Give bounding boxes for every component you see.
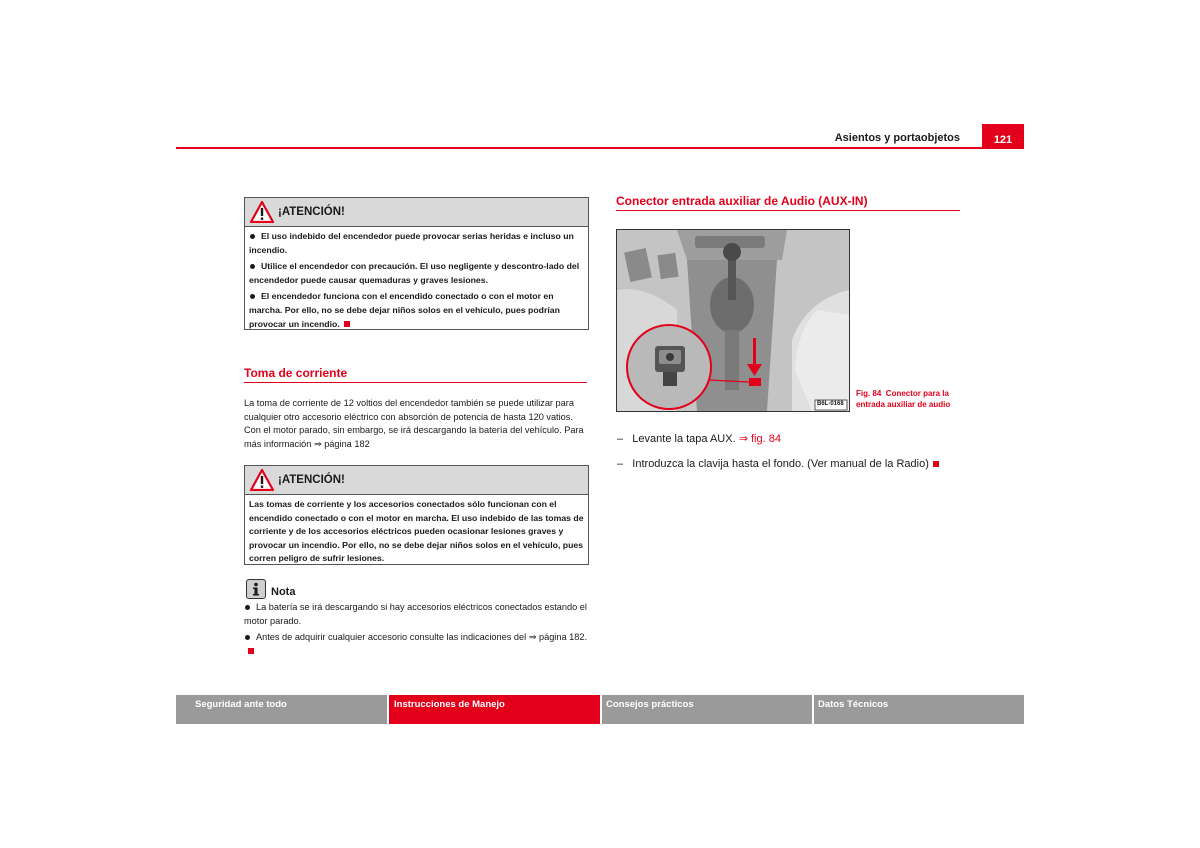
footer-tab-instrucciones[interactable]: Instrucciones de Manejo xyxy=(389,695,600,724)
section-rule xyxy=(616,210,960,211)
end-of-section-mark xyxy=(248,648,254,654)
note-title: Nota xyxy=(271,586,296,598)
end-of-section-mark xyxy=(933,461,939,467)
warning-body xyxy=(245,227,588,331)
note-item: Antes de adquirir cualquier accesorio consulte las indicaciones del ⇒ página 182. xyxy=(244,631,589,658)
warning-box-lighter xyxy=(244,197,589,330)
warning-header xyxy=(245,466,588,495)
warning-title: ¡ATENCIÓN! xyxy=(278,474,345,486)
figure-aux-connector xyxy=(616,229,850,412)
warning-triangle-icon xyxy=(250,201,274,223)
warning-item: El encendedor funciona con el encendido conectado o con el motor en marcha. Por ello, no se debe dejar niños solos en el vehículo, pues podrían provocar un incendio. xyxy=(249,291,560,329)
footer-tab-datos[interactable]: Datos Técnicos xyxy=(814,695,1024,724)
section-rule xyxy=(244,382,587,383)
footer-tab-seguridad[interactable]: Seguridad ante todo xyxy=(176,695,387,724)
note-item: La batería se irá descargando si hay accesorios eléctricos conectados estando el motor parado. xyxy=(244,602,587,626)
warning-header xyxy=(245,198,588,227)
page-number: 121 xyxy=(982,124,1024,148)
warning-item: Utilice el encendedor con precaución. El uso negligente y descontro-lado del encendedor puede causar quemaduras y graves lesiones. xyxy=(249,261,580,285)
end-of-section-mark xyxy=(344,321,350,327)
header-rule xyxy=(176,147,1024,149)
step-1: – Levante la tapa AUX. ⇒ fig. 84 xyxy=(617,433,781,445)
running-header-title: Asientos y portaobjetos xyxy=(834,132,960,144)
note-body xyxy=(244,601,589,658)
footer-tab-consejos[interactable]: Consejos prácticos xyxy=(602,695,812,724)
figure-reference-link[interactable]: ⇒ fig. 84 xyxy=(738,433,781,445)
socket-paragraph: La toma de corriente de 12 voltios del encendedor también se puede utilizar para cualquier otro accesorio eléctrico con absorción de potencia de hasta 120 vatios. Con el motor parado, sin embargo, se irá descargando la batería del vehículo. Para más información ⇒ página 182 xyxy=(244,398,584,449)
section-title-aux: Conector entrada auxiliar de Audio (AUX-IN) xyxy=(616,194,868,208)
info-icon xyxy=(246,579,266,599)
warning-body: Las tomas de corriente y los accesorios conectados sólo funcionan con el encendido conectado o con el motor en marcha. El uso indebido de las tomas de corriente y de los accesorios eléctricos pueden ocasionar lesiones graves y provocar un incendio. Por ello, no se debe dejar niños solos en el vehículo, pues corren peligro de sufrir lesiones. xyxy=(249,499,584,564)
warning-triangle-icon xyxy=(250,469,274,491)
figure-caption: Fig. 84 Conector para la entrada auxiliar de audio xyxy=(856,389,951,409)
warning-title: ¡ATENCIÓN! xyxy=(278,206,345,218)
warning-item: El uso indebido del encendedor puede provocar serias heridas e incluso un incendio. xyxy=(249,231,574,255)
figure-code: B6L-0168 xyxy=(817,401,844,407)
step-2: – Introduzca la clavija hasta el fondo. (Ver manual de la Radio) xyxy=(617,457,962,471)
warning-box-socket xyxy=(244,465,589,565)
car-console-illustration xyxy=(617,230,849,411)
section-title-socket: Toma de corriente xyxy=(244,366,348,380)
